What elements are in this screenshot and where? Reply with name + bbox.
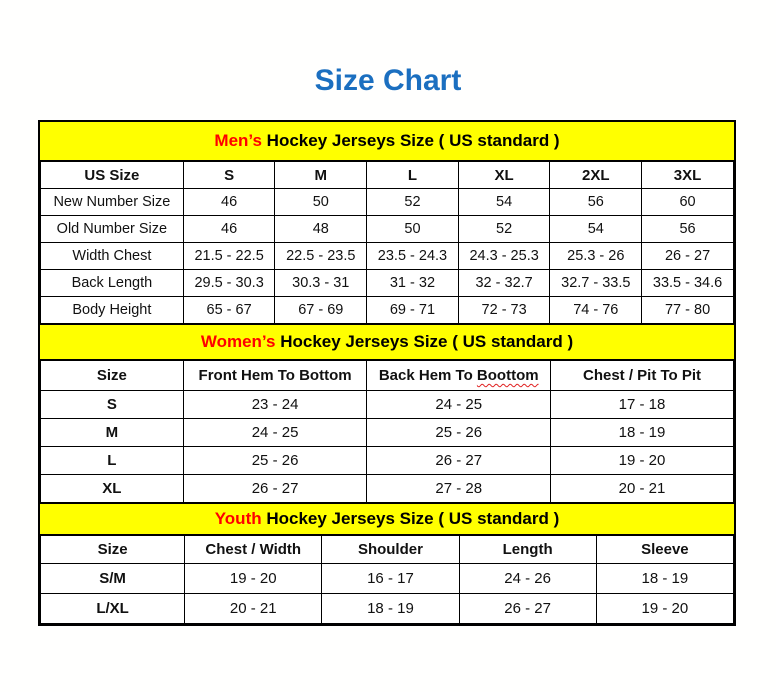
womens-size-table xyxy=(40,360,734,503)
row-label-cell: S xyxy=(41,391,184,419)
value-cell: 69 - 71 xyxy=(367,297,459,324)
womens-section-accent-word: Women’s xyxy=(200,332,276,351)
value-cell: 33.5 - 34.6 xyxy=(642,270,734,297)
header-cell: Shoulder xyxy=(322,536,459,564)
value-cell: 30.3 - 31 xyxy=(275,270,367,297)
row-label-cell: XL xyxy=(41,475,184,503)
value-cell: 46 xyxy=(183,189,275,216)
womens-section-title-text: Hockey Jerseys Size ( US standard ) xyxy=(275,332,574,351)
value-cell: 25.3 - 26 xyxy=(550,243,642,270)
value-cell: 29.5 - 30.3 xyxy=(183,270,275,297)
row-label-cell: L xyxy=(41,447,184,475)
value-cell: 60 xyxy=(642,189,734,216)
value-cell: 22.5 - 23.5 xyxy=(275,243,367,270)
value-cell: 26 - 27 xyxy=(183,475,367,503)
header-text-prefix: Back Hem To xyxy=(378,367,477,384)
youth-size-table xyxy=(40,535,734,624)
header-cell: M xyxy=(275,162,367,189)
value-cell: 18 - 19 xyxy=(596,564,733,594)
value-cell: 24 - 25 xyxy=(183,419,367,447)
value-cell: 17 - 18 xyxy=(551,391,734,419)
row-label-cell: Body Height xyxy=(41,297,184,324)
table-row xyxy=(41,391,734,419)
row-label-cell: M xyxy=(41,419,184,447)
value-cell: 24 - 26 xyxy=(459,564,596,594)
value-cell: 50 xyxy=(275,189,367,216)
value-cell: 46 xyxy=(183,216,275,243)
value-cell: 32.7 - 33.5 xyxy=(550,270,642,297)
value-cell: 23 - 24 xyxy=(183,391,367,419)
value-cell: 18 - 19 xyxy=(322,594,459,624)
header-cell: 2XL xyxy=(550,162,642,189)
header-cell: Length xyxy=(459,536,596,564)
row-label-cell: Old Number Size xyxy=(41,216,184,243)
value-cell: 26 - 27 xyxy=(642,243,734,270)
header-cell: 3XL xyxy=(642,162,734,189)
value-cell: 24.3 - 25.3 xyxy=(458,243,550,270)
value-cell: 20 - 21 xyxy=(551,475,734,503)
header-cell: Chest / Pit To Pit xyxy=(551,361,734,391)
value-cell: 56 xyxy=(550,189,642,216)
table-row xyxy=(41,189,734,216)
row-label-cell: L/XL xyxy=(41,594,185,624)
value-cell: 16 - 17 xyxy=(322,564,459,594)
row-label-cell: S/M xyxy=(41,564,185,594)
value-cell: 52 xyxy=(367,189,459,216)
value-cell: 26 - 27 xyxy=(459,594,596,624)
row-label-cell: New Number Size xyxy=(41,189,184,216)
mens-section-title-text: Hockey Jerseys Size ( US standard ) xyxy=(261,131,560,150)
youth-section-title-text: Hockey Jerseys Size ( US standard ) xyxy=(261,509,560,528)
header-cell: Sleeve xyxy=(596,536,733,564)
value-cell: 67 - 69 xyxy=(275,297,367,324)
header-cell xyxy=(367,361,551,391)
header-cell: Front Hem To Bottom xyxy=(183,361,367,391)
header-cell: S xyxy=(183,162,275,189)
header-cell: US Size xyxy=(41,162,184,189)
table-header-row xyxy=(41,536,734,564)
value-cell: 25 - 26 xyxy=(183,447,367,475)
value-cell: 27 - 28 xyxy=(367,475,551,503)
value-cell: 52 xyxy=(458,216,550,243)
value-cell: 18 - 19 xyxy=(551,419,734,447)
value-cell: 26 - 27 xyxy=(367,447,551,475)
value-cell: 19 - 20 xyxy=(185,564,322,594)
value-cell: 48 xyxy=(275,216,367,243)
misspelled-word-squiggle: Boottom xyxy=(476,367,539,384)
table-header-row xyxy=(41,162,734,189)
value-cell: 19 - 20 xyxy=(596,594,733,624)
value-cell: 74 - 76 xyxy=(550,297,642,324)
table-header-row xyxy=(41,361,734,391)
page-title: Size Chart xyxy=(314,64,462,97)
value-cell: 20 - 21 xyxy=(185,594,322,624)
mens-size-table xyxy=(40,161,734,324)
header-cell: Size xyxy=(41,361,184,391)
value-cell: 77 - 80 xyxy=(642,297,734,324)
value-cell: 23.5 - 24.3 xyxy=(367,243,459,270)
womens-section-header xyxy=(40,324,734,360)
table-row xyxy=(41,475,734,503)
value-cell: 50 xyxy=(367,216,459,243)
value-cell: 25 - 26 xyxy=(367,419,551,447)
table-row xyxy=(41,447,734,475)
row-label-cell: Back Length xyxy=(41,270,184,297)
table-row xyxy=(41,216,734,243)
value-cell: 54 xyxy=(458,189,550,216)
youth-section-header xyxy=(40,503,734,535)
value-cell: 32 - 32.7 xyxy=(458,270,550,297)
header-cell: Size xyxy=(41,536,185,564)
table-row xyxy=(41,564,734,594)
value-cell: 19 - 20 xyxy=(551,447,734,475)
value-cell: 72 - 73 xyxy=(458,297,550,324)
value-cell: 31 - 32 xyxy=(367,270,459,297)
header-cell: XL xyxy=(458,162,550,189)
value-cell: 21.5 - 22.5 xyxy=(183,243,275,270)
value-cell: 56 xyxy=(642,216,734,243)
table-row xyxy=(41,243,734,270)
table-row xyxy=(41,419,734,447)
mens-section-accent-word: Men’s xyxy=(214,131,262,150)
value-cell: 24 - 25 xyxy=(367,391,551,419)
mens-section-header xyxy=(40,122,734,161)
table-row xyxy=(41,594,734,624)
youth-section-accent-word: Youth xyxy=(214,509,262,528)
header-cell: Chest / Width xyxy=(185,536,322,564)
value-cell: 65 - 67 xyxy=(183,297,275,324)
size-chart-tables xyxy=(38,120,736,626)
header-cell: L xyxy=(367,162,459,189)
table-row xyxy=(41,297,734,324)
value-cell: 54 xyxy=(550,216,642,243)
table-row xyxy=(41,270,734,297)
row-label-cell: Width Chest xyxy=(41,243,184,270)
